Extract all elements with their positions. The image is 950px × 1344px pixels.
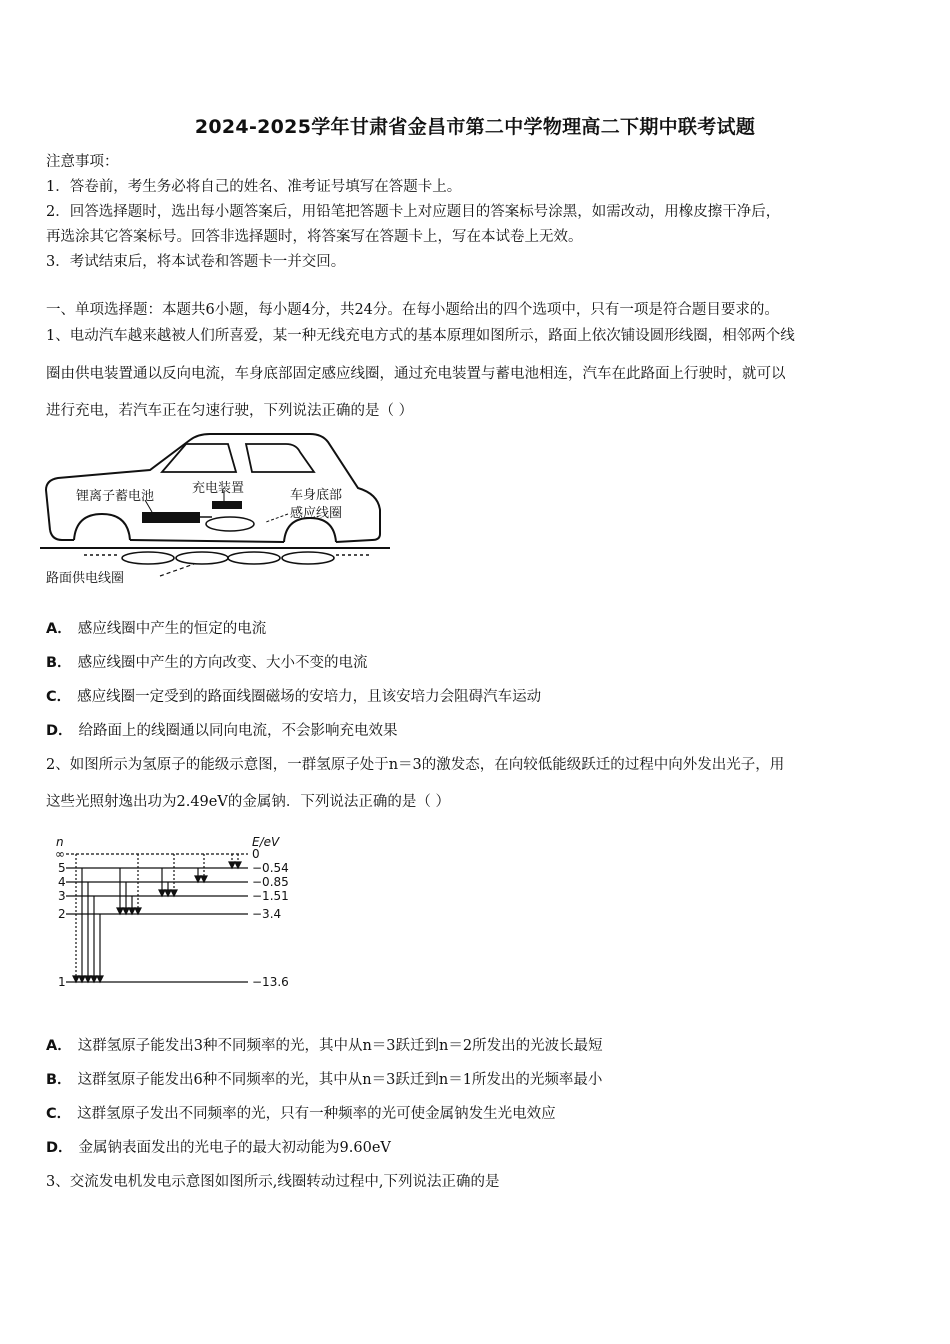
arrow-head (135, 908, 141, 914)
option-key: D． (46, 1140, 73, 1156)
level-energy-label: −3.4 (252, 907, 282, 921)
option-text: 感应线圈一定受到的路面线圈磁场的安培力，且该安培力会阻碍汽车运动 (77, 689, 542, 705)
level-energy-label: −0.85 (252, 875, 289, 889)
question-2-option-c[interactable] (46, 1104, 908, 1124)
arrow-head (201, 876, 207, 882)
road-coil-label: 路面供电线圈 (46, 571, 125, 586)
level-energy-label: −0.54 (252, 861, 289, 875)
question-1-option-a[interactable] (46, 619, 908, 639)
question-1-option-b[interactable] (46, 653, 908, 673)
arrow-head (85, 976, 91, 982)
level-energy-label: −13.6 (252, 975, 289, 989)
arrow-head (165, 890, 171, 896)
page-title: 2024-2025学年甘肃省金昌市第二中学物理高二下期中联考试题 (194, 116, 756, 138)
arrow-head (79, 976, 85, 982)
question-2-option-b[interactable] (46, 1070, 908, 1090)
option-key: C． (46, 689, 72, 705)
notice-item: 3．考试结束后，将本试卷和答题卡一并交回。 (46, 254, 346, 270)
option-key: A． (46, 621, 72, 637)
notice-item: 再选涂其它答案标号。回答非选择题时，将答案写在答题卡上，写在本试卷上无效。 (46, 229, 583, 245)
energy-level-figure (50, 832, 310, 997)
n-axis-label: n (56, 835, 64, 849)
option-text: 这群氢原子能发出3种不同频率的光，其中从n＝3跃迁到n＝2所发出的光波长最短 (77, 1038, 603, 1054)
arrow-head (73, 976, 79, 982)
arrow-head (91, 976, 97, 982)
question-1-line: 1、电动汽车越来越被人们所喜爱，某一种无线充电方式的基本原理如图所示，路面上依次铺设圆形线圈，相邻两个线 (46, 328, 795, 344)
arrow-head (235, 862, 241, 868)
arrow-head (129, 908, 135, 914)
option-key: C． (46, 1106, 72, 1122)
option-text: 这群氢原子发出不同频率的光，只有一种频率的光可使金属钠发生光电效应 (77, 1106, 556, 1122)
level-n-label: 3 (58, 889, 66, 903)
option-text: 这群氢原子能发出6种不同频率的光，其中从n＝3跃迁到n＝1所发出的光频率最小 (77, 1072, 603, 1088)
notice-item: 1．答卷前，考生务必将自己的姓名、准考证号填写在答题卡上。 (46, 179, 462, 195)
arrow-head (195, 876, 201, 882)
arrow-head (117, 908, 123, 914)
question-2-option-a[interactable] (46, 1036, 908, 1056)
level-n-label: 5 (58, 861, 66, 875)
option-key: A． (46, 1038, 72, 1054)
charger-label: 充电装置 (192, 481, 245, 496)
arrow-head (159, 890, 165, 896)
section-heading: 一、单项选择题：本题共6小题，每小题4分，共24分。在每小题给出的四个选项中，只有一项是符合题目要求的。 (46, 302, 779, 318)
level-n-label: 4 (58, 875, 66, 889)
question-1-line: 进行充电，若汽车正在匀速行驶，下列说法正确的是（ ） (46, 403, 414, 419)
notice-heading: 注意事项： (46, 154, 119, 170)
question-1-option-d[interactable] (46, 721, 908, 741)
question-3-line: 3、交流发电机发电示意图如图所示,线圈转动过程中,下列说法正确的是 (46, 1174, 500, 1190)
arrow-head (123, 908, 129, 914)
question-1-option-c[interactable] (46, 687, 908, 707)
arrow-head (97, 976, 103, 982)
option-key: B． (46, 655, 72, 671)
level-n-label: 1 (58, 975, 66, 989)
option-text: 感应线圈中产生的恒定的电流 (77, 621, 267, 637)
question-1-line: 圈由供电装置通以反向电流，车身底部固定感应线圈，通过充电装置与蓄电池相连，汽车在此路面上行驶时，就可以 (46, 366, 786, 382)
question-2-line: 这些光照射逸出功为2.49eV的金属钠．下列说法正确的是（ ） (46, 794, 450, 810)
level-n-label: 2 (58, 907, 66, 921)
level-energy-label: −1.51 (252, 889, 289, 903)
level-n-label: ∞ (55, 847, 65, 861)
arrow-head (229, 862, 235, 868)
body-coil-label: 车身底部 (290, 488, 343, 503)
notice-item: 2．回答选择题时，选出每小题答案后，用铅笔把答题卡上对应题目的答案标号涂黑，如需改动，用橡皮擦干净后， (46, 204, 781, 220)
option-text: 金属钠表面发出的光电子的最大初动能为9.60eV (78, 1140, 391, 1156)
option-key: B． (46, 1072, 72, 1088)
e-axis-label: E/eV (252, 835, 280, 849)
body-coil-label: 感应线圈 (290, 506, 343, 521)
question-2-line: 2、如图所示为氢原子的能级示意图，一群氢原子处于n＝3的激发态，在向较低能级跃迁的过程中向外发出光子，用 (46, 757, 785, 773)
question-2-option-d[interactable] (46, 1138, 908, 1158)
level-energy-label: 0 (252, 847, 260, 861)
option-key: D． (46, 723, 73, 739)
option-text: 感应线圈中产生的方向改变、大小不变的电流 (77, 655, 368, 671)
option-text: 给路面上的线圈通以同向电流，不会影响充电效果 (78, 723, 398, 739)
battery-label: 锂离子蓄电池 (76, 489, 155, 504)
car-charging-figure (40, 430, 400, 590)
arrow-head (171, 890, 177, 896)
